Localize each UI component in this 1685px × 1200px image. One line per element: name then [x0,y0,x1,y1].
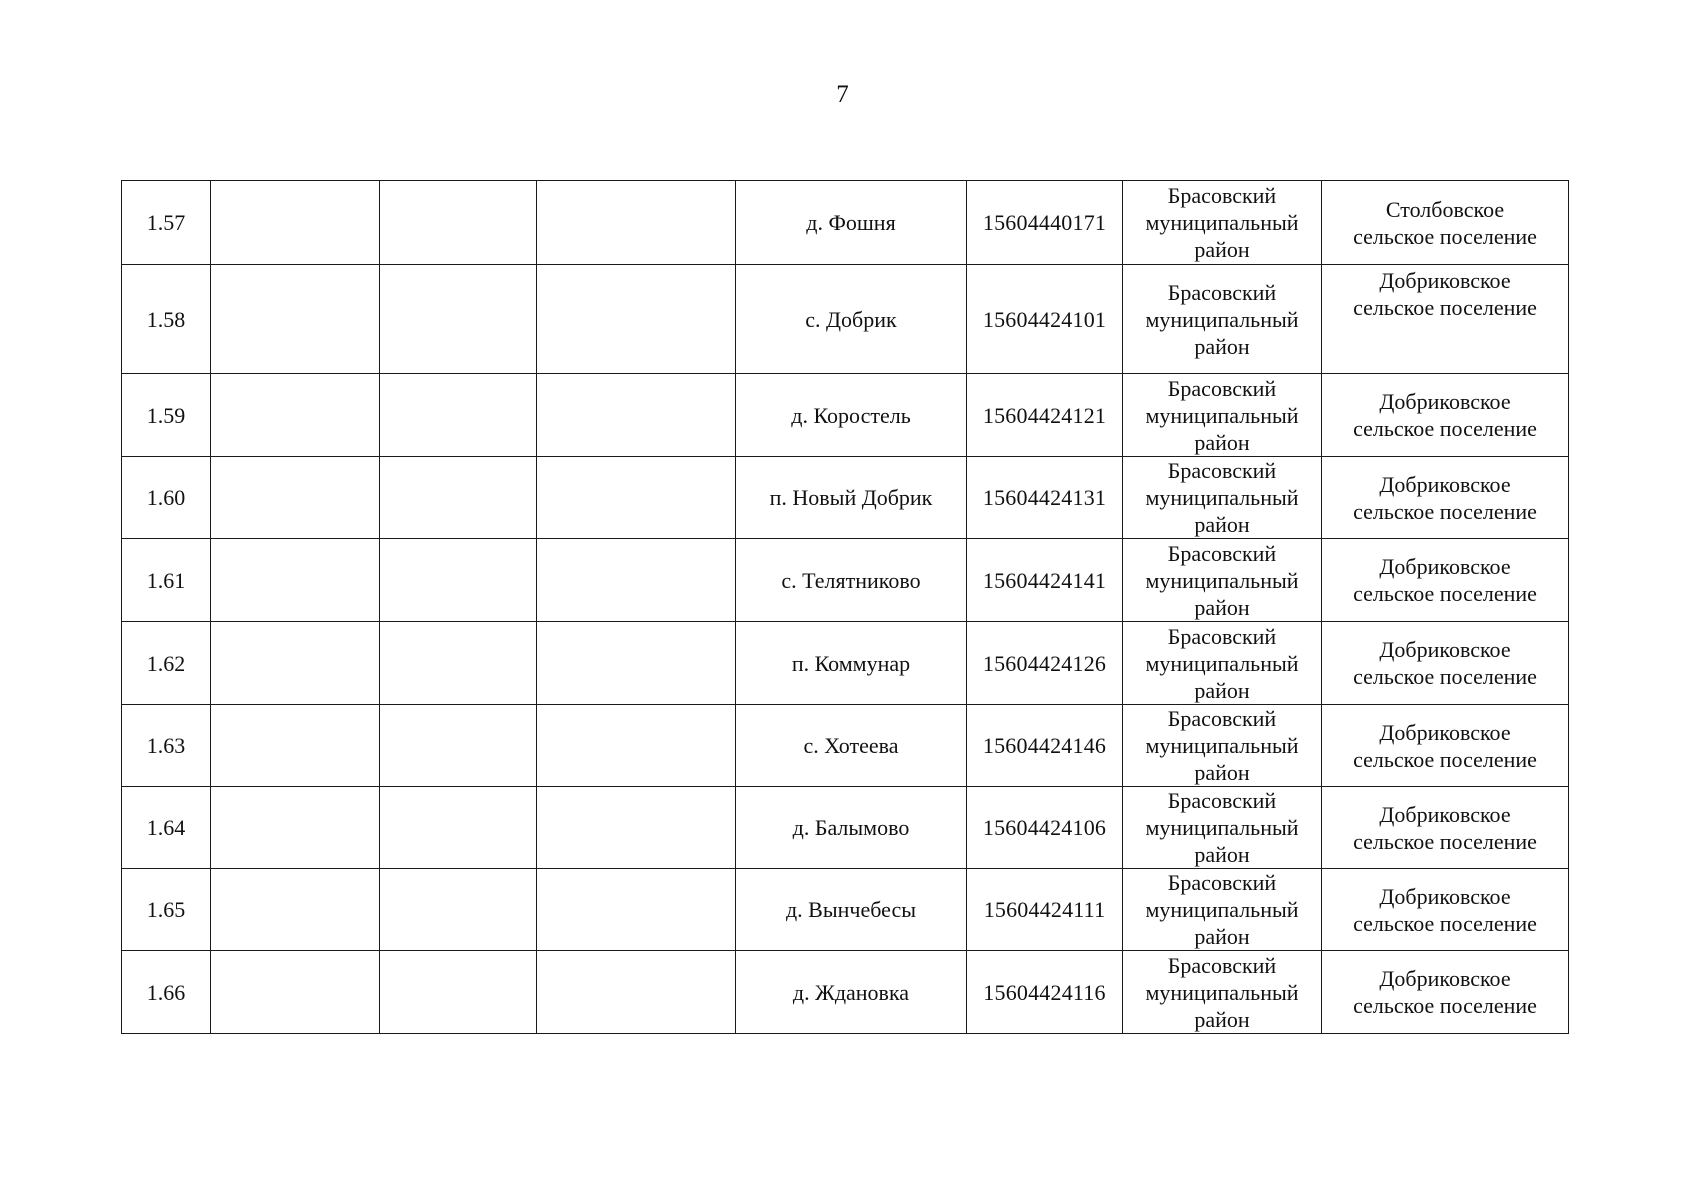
settlement-cell [1322,181,1569,265]
locality-cell: д. Фошня [736,181,967,265]
locality-cell: д. Ждановка [736,951,967,1034]
table-row [122,457,1569,539]
district-line: муниципальный [1145,485,1299,510]
locality-cell: с. Добрик [736,265,967,374]
empty-cell [537,705,736,787]
locality-cell: п. Новый Добрик [736,457,967,539]
table-body [122,181,1569,1034]
oktmo-code-cell: 15604424101 [967,265,1123,374]
empty-cell [537,787,736,869]
row-number-cell: 1.64 [122,787,211,869]
district-cell [1123,457,1322,539]
settlement-cell [1322,622,1569,705]
empty-cell [380,869,537,951]
empty-cell [211,951,380,1034]
district-cell [1123,374,1322,457]
district-line: муниципальный [1145,306,1299,332]
district-line: Брасовский [1167,952,1277,978]
empty-cell [537,457,736,539]
locality-cell: с. Телятниково [736,539,967,622]
empty-cell [211,787,380,869]
empty-cell [537,869,736,951]
empty-cell [380,265,537,374]
table-row [122,539,1569,622]
settlement-line: Столбовское [1385,196,1505,222]
empty-cell [380,539,537,622]
empty-cell [380,787,537,869]
settlement-cell [1322,539,1569,622]
district-line: район [1194,924,1250,949]
locality-cell: п. Коммунар [736,622,967,705]
district-line: муниципальный [1145,815,1299,840]
oktmo-code-cell: 15604440171 [967,181,1123,265]
empty-cell [537,951,736,1034]
district-cell [1123,869,1322,951]
district-line: Брасовский [1167,183,1277,208]
oktmo-code-cell: 15604424111 [967,869,1123,951]
district-cell [1123,265,1322,374]
district-cell [1123,622,1322,705]
settlement-line: Добриковское [1379,719,1511,745]
district-line: Брасовский [1167,623,1277,649]
row-number-cell: 1.66 [122,951,211,1034]
district-line: Брасовский [1167,279,1277,305]
district-line: муниципальный [1145,402,1299,428]
district-line: Брасовский [1167,540,1277,566]
settlement-line: Добриковское [1379,883,1511,909]
settlement-cell [1322,951,1569,1034]
oktmo-code-cell: 15604424141 [967,539,1123,622]
table-row [122,787,1569,869]
settlement-cell [1322,457,1569,539]
district-cell [1123,705,1322,787]
settlement-line: Добриковское [1379,637,1511,662]
district-cell [1123,181,1322,265]
settlement-line: Добриковское [1379,554,1511,579]
district-line: Брасовский [1167,706,1277,731]
table-row [122,705,1569,787]
settlement-line: сельское поселение [1353,828,1537,854]
empty-cell [211,457,380,539]
settlement-line: Добриковское [1379,966,1511,991]
empty-cell [537,265,736,374]
empty-cell [211,622,380,705]
empty-cell [211,539,380,622]
district-line: район [1194,594,1250,620]
district-cell [1123,787,1322,869]
district-line: муниципальный [1145,567,1299,593]
district-cell [1123,951,1322,1034]
table-row [122,951,1569,1034]
locality-cell: д. Коростель [736,374,967,457]
district-line: район [1194,842,1250,867]
settlement-line: сельское поселение [1353,746,1537,772]
district-line: район [1194,429,1250,455]
empty-cell [380,374,537,457]
settlement-cell [1322,787,1569,869]
row-number-cell: 1.58 [122,265,211,374]
district-cell [1123,539,1322,622]
registry-table [121,180,1569,1034]
district-line: район [1194,677,1250,703]
district-line: муниципальный [1145,650,1299,676]
empty-cell [380,181,537,265]
empty-cell [380,622,537,705]
table-row [122,181,1569,265]
district-line: муниципальный [1145,733,1299,758]
locality-cell: д. Балымово [736,787,967,869]
district-line: район [1194,333,1250,359]
empty-cell [211,374,380,457]
row-number-cell: 1.60 [122,457,211,539]
settlement-cell [1322,265,1569,374]
row-number-cell: 1.59 [122,374,211,457]
locality-cell: д. Вынчебесы [736,869,967,951]
district-line: Брасовский [1167,788,1277,813]
table-row [122,265,1569,374]
district-line: муниципальный [1145,979,1299,1005]
empty-cell [380,705,537,787]
district-line: район [1194,1006,1250,1032]
district-line: Брасовский [1167,375,1277,401]
settlement-line: сельское поселение [1353,295,1537,320]
empty-cell [380,457,537,539]
district-line: район [1194,760,1250,785]
settlement-cell [1322,374,1569,457]
row-number-cell: 1.57 [122,181,211,265]
empty-cell [537,181,736,265]
settlement-line: сельское поселение [1353,581,1537,606]
settlement-line: сельское поселение [1353,498,1537,524]
settlement-line: Добриковское [1379,471,1511,497]
table-row [122,622,1569,705]
oktmo-code-cell: 15604424116 [967,951,1123,1034]
empty-cell [211,705,380,787]
settlement-cell [1322,705,1569,787]
locality-cell: с. Хотеева [736,705,967,787]
empty-cell [537,539,736,622]
settlement-line: сельское поселение [1353,416,1537,441]
oktmo-code-cell: 15604424131 [967,457,1123,539]
oktmo-code-cell: 15604424126 [967,622,1123,705]
table-row [122,869,1569,951]
settlement-line: сельское поселение [1353,223,1537,249]
oktmo-code-cell: 15604424106 [967,787,1123,869]
settlement-line: сельское поселение [1353,993,1537,1018]
settlement-line: Добриковское [1379,801,1511,827]
district-line: район [1194,512,1250,537]
district-line: муниципальный [1145,210,1299,235]
empty-cell [380,951,537,1034]
empty-cell [211,265,380,374]
district-line: муниципальный [1145,897,1299,922]
table-row [122,374,1569,457]
empty-cell [211,869,380,951]
row-number-cell: 1.61 [122,539,211,622]
settlement-line: сельское поселение [1353,910,1537,936]
row-number-cell: 1.63 [122,705,211,787]
empty-cell [537,622,736,705]
empty-cell [537,374,736,457]
district-line: Брасовский [1167,870,1277,895]
settlement-cell [1322,869,1569,951]
settlement-line: сельское поселение [1353,664,1537,689]
settlement-line: Добриковское [1379,389,1511,414]
settlement-line: Добриковское [1379,268,1511,293]
page-number: 7 [836,81,849,108]
district-line: Брасовский [1167,458,1277,483]
empty-cell [211,181,380,265]
row-number-cell: 1.62 [122,622,211,705]
oktmo-code-cell: 15604424146 [967,705,1123,787]
row-number-cell: 1.65 [122,869,211,951]
oktmo-code-cell: 15604424121 [967,374,1123,457]
district-line: район [1194,237,1250,262]
